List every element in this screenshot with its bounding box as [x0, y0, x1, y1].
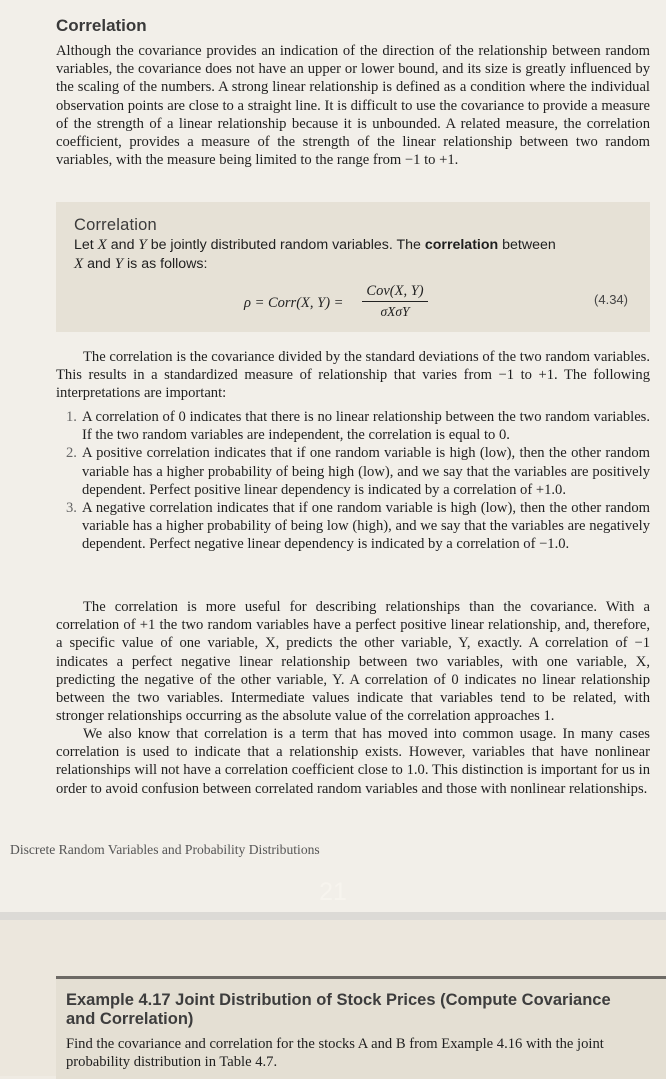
- list-item: 1. A correlation of 0 indicates that there is no linear relationship between the two random variables. If the two random variables are independent, the correlation is equal to 0.: [66, 409, 650, 444]
- formula-numerator: Cov(X, Y): [366, 283, 424, 299]
- example-box: [56, 976, 666, 1079]
- after-definition-paragraph: The correlation is the covariance divided by the standard deviations of the two random variables. This results in a standardized measure of relationship that varies from −1 to +1. The following interpretations are important:: [56, 349, 650, 402]
- page-number: 21: [319, 878, 347, 906]
- fraction-bar: [362, 301, 428, 302]
- definition-text: Let X and Y be jointly distributed random variables. The correlation between X and Y is as follows:: [74, 237, 556, 272]
- definition-box: [56, 202, 650, 332]
- interpretation-list: [56, 408, 650, 554]
- formula-lhs: ρ = Corr(X, Y) =: [244, 295, 344, 311]
- list-item: 3. A negative correlation indicates that if one random variable is high (low), then the other random variable has a higher probability of being low (high), and we say that the variables are negatively dependent. Perfect negative linear dependency is indicated by a correlation of −1.0.: [66, 500, 650, 553]
- formula-fraction: [362, 282, 428, 320]
- equation-number: (4.34): [594, 292, 628, 307]
- next-page: [0, 920, 666, 1076]
- page-separator: [0, 912, 666, 920]
- section-heading: Correlation: [56, 16, 147, 35]
- definition-title: Correlation: [74, 216, 157, 234]
- intro-paragraph: Although the covariance provides an indication of the direction of the relationship between random variables, the covariance does not have an upper or lower bound, and its size is greatly influenced by the scaling of the numbers. A strong linear relationship is defined as a condition where the individual observation points are close to a straight line. It is difficult to use the covariance to provide a measure of the strength of a linear relationship because it is unbounded. A related measure, the correlation coefficient, provides a measure of the strength of the linear relationship between two random variables, with the measure being limited to the range from −1 to +1.: [56, 43, 650, 169]
- example-text: Find the covariance and correlation for the stocks A and B from Example 4.16 with the joint probability distribution in Table 4.7.: [66, 1036, 604, 1071]
- list-item: 2. A positive correlation indicates that if one random variable is high (low), then the other random variable has a higher probability of being high (low), and we say that the variables are positively dependent. Perfect positive linear dependency is indicated by a correlation of +1.0.: [66, 445, 650, 498]
- correlation-usefulness-paragraph: The correlation is more useful for describing relationships than the covariance. With a correlation of +1 the two random variables have a perfect positive linear relationship, and, therefore, a specific value of one variable, X, predicts the other variable, Y, exactly. A correlation of −1 indicates a perfect negative linear relationship between two variables, with one variable, X, predicting the negative of the other variable, Y. A correlation of 0 indicates no linear relationship between the two variables. Intermediate values indicate that variables tend to be related, with stronger relationships occurring as the absolute value of the correlation approaches 1.: [56, 599, 650, 725]
- formula-denominator: σXσY: [380, 304, 410, 319]
- example-title: Example 4.17 Joint Distribution of Stock Prices (Compute Covariance and Correlation): [66, 991, 611, 1028]
- correlation-usage-paragraph: We also know that correlation is a term that has moved into common usage. In many cases correlation is used to indicate that a relationship exists. However, variables that have nonlinear relationships will not have a correlation coefficient close to 1.0. This distinction is important for us in order to avoid confusion between correlated random variables and those with nonlinear relationships.: [56, 726, 650, 797]
- chapter-footer: Discrete Random Variables and Probability Distributions: [10, 842, 320, 857]
